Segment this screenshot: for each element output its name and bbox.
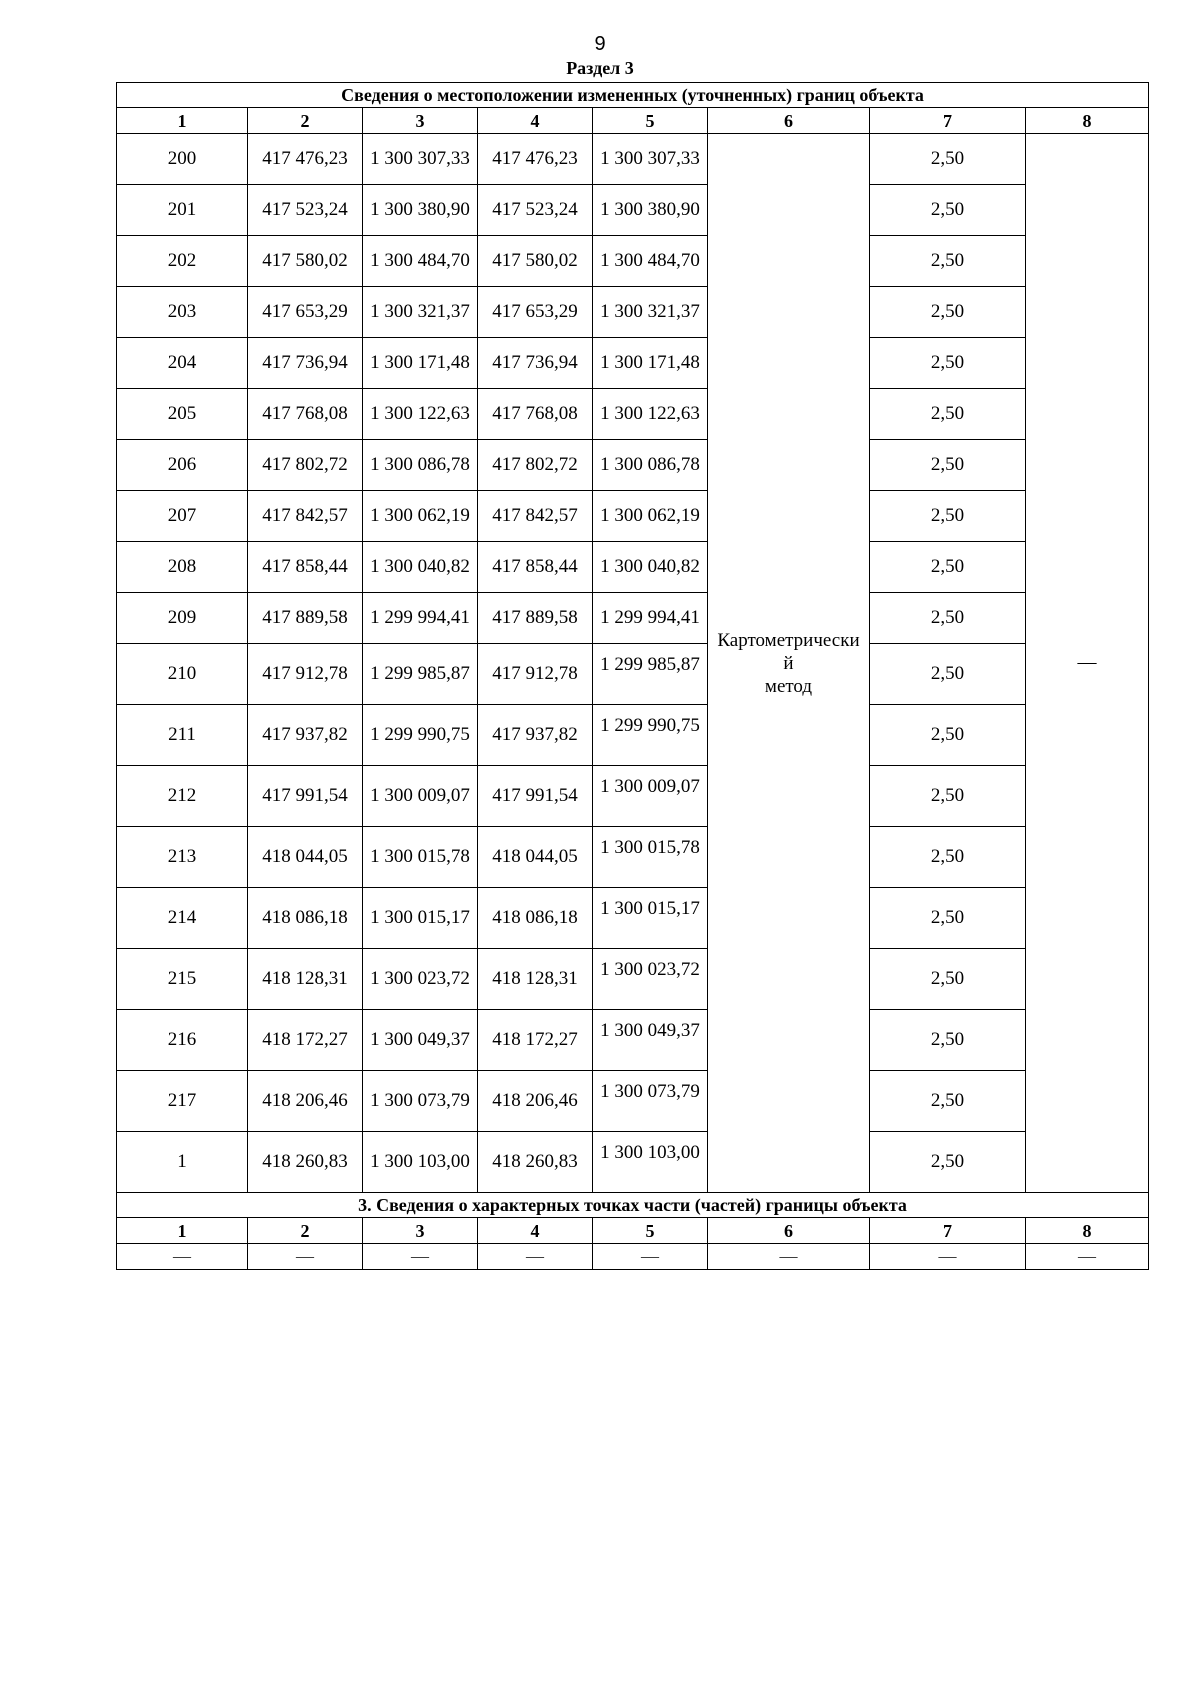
coordinate-cell: 1 300 023,72	[363, 949, 478, 1010]
coordinate-cell: 418 260,83	[478, 1132, 593, 1193]
coordinate-cell: 1 300 073,79	[363, 1071, 478, 1132]
table-row	[117, 593, 1149, 644]
table-row	[117, 888, 1149, 949]
coordinate-cell: 417 937,82	[248, 705, 363, 766]
coordinate-cell: 417 653,29	[478, 287, 593, 338]
coordinate-cell: 1 300 171,48	[593, 338, 708, 389]
coordinate-cell: 1 299 990,75	[363, 705, 478, 766]
column-numbers-row	[117, 108, 1149, 134]
column-number-header: 4	[478, 108, 593, 134]
column-number-header: 1	[117, 108, 248, 134]
method-cell	[708, 134, 870, 1193]
coordinate-cell: 1 299 985,87	[593, 644, 708, 705]
coordinate-cell: 418 206,46	[478, 1071, 593, 1132]
coordinate-cell: 1 300 073,79	[593, 1071, 708, 1132]
column-number-header: 1	[117, 1218, 248, 1244]
coordinate-cell: 418 044,05	[478, 827, 593, 888]
coordinate-cell: 1 300 062,19	[593, 491, 708, 542]
accuracy-cell: 2,50	[870, 338, 1026, 389]
accuracy-cell: 2,50	[870, 542, 1026, 593]
accuracy-cell: 2,50	[870, 1010, 1026, 1071]
coordinate-cell: 1 300 049,37	[363, 1010, 478, 1071]
accuracy-cell: 2,50	[870, 440, 1026, 491]
coordinate-cell: 417 858,44	[248, 542, 363, 593]
coordinate-cell: 1 300 009,07	[363, 766, 478, 827]
method-line: Картометрически	[717, 629, 860, 651]
coordinate-cell: 418 206,46	[248, 1071, 363, 1132]
coordinate-cell: 1 299 990,75	[593, 705, 708, 766]
column-number-header: 3	[363, 108, 478, 134]
coordinate-cell: 418 128,31	[248, 949, 363, 1010]
coordinate-cell: 418 044,05	[248, 827, 363, 888]
column-number-header: 7	[870, 108, 1026, 134]
coordinate-cell: 417 653,29	[248, 287, 363, 338]
coordinate-cell: 417 912,78	[248, 644, 363, 705]
table-row	[117, 287, 1149, 338]
table-row	[117, 542, 1149, 593]
column8-cell: —	[1026, 134, 1149, 1193]
coordinate-cell: 1 300 484,70	[363, 236, 478, 287]
coordinate-cell: 418 260,83	[248, 1132, 363, 1193]
point-number-cell: 213	[117, 827, 248, 888]
table-row	[117, 236, 1149, 287]
empty-cell: —	[708, 1244, 870, 1270]
point-number-cell: 210	[117, 644, 248, 705]
coordinate-cell: 418 086,18	[478, 888, 593, 949]
point-number-cell: 209	[117, 593, 248, 644]
coordinate-cell: 417 991,54	[478, 766, 593, 827]
coordinate-cell: 417 768,08	[248, 389, 363, 440]
column-number-header: 5	[593, 108, 708, 134]
coordinate-cell: 417 476,23	[248, 134, 363, 185]
empty-cell: —	[593, 1244, 708, 1270]
column-number-header: 6	[708, 108, 870, 134]
coordinate-cell: 417 802,72	[248, 440, 363, 491]
subsection-title: 3. Сведения о характерных точках части (частей) границы объекта	[117, 1193, 1149, 1218]
coordinate-cell: 1 300 103,00	[363, 1132, 478, 1193]
coordinate-cell: 1 300 380,90	[363, 185, 478, 236]
coordinate-cell: 1 300 122,63	[363, 389, 478, 440]
accuracy-cell: 2,50	[870, 644, 1026, 705]
coordinate-cell: 1 299 985,87	[363, 644, 478, 705]
page-number: 9	[594, 33, 606, 55]
coordinate-cell: 417 736,94	[478, 338, 593, 389]
point-number-cell: 216	[117, 1010, 248, 1071]
point-number-cell: 201	[117, 185, 248, 236]
table-row	[117, 1071, 1149, 1132]
point-number-cell: 203	[117, 287, 248, 338]
coordinate-cell: 418 172,27	[478, 1010, 593, 1071]
column-number-header: 4	[478, 1218, 593, 1244]
empty-cell: —	[870, 1244, 1026, 1270]
table-row	[117, 185, 1149, 236]
table-row	[117, 766, 1149, 827]
coordinate-cell: 417 912,78	[478, 644, 593, 705]
coordinate-cell: 1 300 015,17	[593, 888, 708, 949]
coordinate-cell: 1 300 015,78	[363, 827, 478, 888]
accuracy-cell: 2,50	[870, 827, 1026, 888]
table-row	[117, 1010, 1149, 1071]
accuracy-cell: 2,50	[870, 949, 1026, 1010]
table-row	[117, 389, 1149, 440]
coordinate-cell: 1 300 307,33	[363, 134, 478, 185]
accuracy-cell: 2,50	[870, 1071, 1026, 1132]
method-line: метод	[764, 675, 813, 697]
coordinate-cell: 417 736,94	[248, 338, 363, 389]
coordinate-cell: 417 476,23	[478, 134, 593, 185]
coordinate-cell: 1 299 994,41	[363, 593, 478, 644]
subsection-column-numbers-row	[117, 1218, 1149, 1244]
table-title: Сведения о местоположении измененных (уточненных) границ объекта	[117, 83, 1149, 108]
column-number-header: 7	[870, 1218, 1026, 1244]
point-number-cell: 212	[117, 766, 248, 827]
coordinate-cell: 1 300 321,37	[363, 287, 478, 338]
point-number-cell: 206	[117, 440, 248, 491]
table-row	[117, 1132, 1149, 1193]
coordinate-cell: 1 300 086,78	[363, 440, 478, 491]
coordinate-cell: 418 128,31	[478, 949, 593, 1010]
coordinate-cell: 1 300 484,70	[593, 236, 708, 287]
accuracy-cell: 2,50	[870, 185, 1026, 236]
point-number-cell: 214	[117, 888, 248, 949]
coordinate-cell: 417 580,02	[478, 236, 593, 287]
coordinate-cell: 1 300 009,07	[593, 766, 708, 827]
coordinate-cell: 1 300 103,00	[593, 1132, 708, 1193]
section-title: Раздел 3	[566, 58, 634, 78]
coordinate-cell: 1 300 049,37	[593, 1010, 708, 1071]
point-number-cell: 204	[117, 338, 248, 389]
column-number-header: 8	[1026, 1218, 1149, 1244]
coordinate-cell: 1 299 994,41	[593, 593, 708, 644]
coordinate-cell: 417 802,72	[478, 440, 593, 491]
coordinate-cell: 417 580,02	[248, 236, 363, 287]
coordinate-cell: 417 523,24	[478, 185, 593, 236]
coordinate-cell: 1 300 122,63	[593, 389, 708, 440]
table-row	[117, 491, 1149, 542]
coordinate-cell: 1 300 086,78	[593, 440, 708, 491]
point-number-cell: 207	[117, 491, 248, 542]
coordinate-cell: 417 858,44	[478, 542, 593, 593]
empty-cell: —	[117, 1244, 248, 1270]
table-row	[117, 827, 1149, 888]
point-number-cell: 217	[117, 1071, 248, 1132]
table-row	[117, 949, 1149, 1010]
coordinate-cell: 1 300 023,72	[593, 949, 708, 1010]
accuracy-cell: 2,50	[870, 593, 1026, 644]
coordinate-cell: 1 300 321,37	[593, 287, 708, 338]
column-number-header: 2	[248, 108, 363, 134]
coordinate-cell: 417 889,58	[478, 593, 593, 644]
accuracy-cell: 2,50	[870, 766, 1026, 827]
coordinate-cell: 1 300 040,82	[363, 542, 478, 593]
coordinate-cell: 1 300 062,19	[363, 491, 478, 542]
accuracy-cell: 2,50	[870, 888, 1026, 949]
subsection-empty-row	[117, 1244, 1149, 1270]
coordinate-cell: 1 300 015,78	[593, 827, 708, 888]
coordinate-cell: 417 937,82	[478, 705, 593, 766]
point-number-cell: 208	[117, 542, 248, 593]
coordinate-cell: 417 991,54	[248, 766, 363, 827]
column-number-header: 5	[593, 1218, 708, 1244]
coordinate-cell: 1 300 040,82	[593, 542, 708, 593]
point-number-cell: 200	[117, 134, 248, 185]
coordinate-cell: 418 086,18	[248, 888, 363, 949]
table-row	[117, 705, 1149, 766]
table-row	[117, 440, 1149, 491]
coordinate-cell: 417 842,57	[248, 491, 363, 542]
empty-cell: —	[478, 1244, 593, 1270]
coordinate-cell: 417 523,24	[248, 185, 363, 236]
coordinate-cell: 1 300 307,33	[593, 134, 708, 185]
coordinate-cell: 1 300 171,48	[363, 338, 478, 389]
accuracy-cell: 2,50	[870, 491, 1026, 542]
coordinate-cell: 1 300 380,90	[593, 185, 708, 236]
coordinate-cell: 418 172,27	[248, 1010, 363, 1071]
accuracy-cell: 2,50	[870, 134, 1026, 185]
boundary-table	[116, 82, 1149, 1270]
method-line: й	[783, 652, 794, 674]
coordinate-cell: 417 889,58	[248, 593, 363, 644]
table-row	[117, 134, 1149, 185]
coordinate-cell: 417 768,08	[478, 389, 593, 440]
empty-cell: —	[363, 1244, 478, 1270]
point-number-cell: 202	[117, 236, 248, 287]
accuracy-cell: 2,50	[870, 1132, 1026, 1193]
empty-cell: —	[248, 1244, 363, 1270]
column-number-header: 3	[363, 1218, 478, 1244]
accuracy-cell: 2,50	[870, 287, 1026, 338]
point-number-cell: 1	[117, 1132, 248, 1193]
accuracy-cell: 2,50	[870, 705, 1026, 766]
coordinate-cell: 1 300 015,17	[363, 888, 478, 949]
table-row	[117, 644, 1149, 705]
accuracy-cell: 2,50	[870, 236, 1026, 287]
table-row	[117, 338, 1149, 389]
column-number-header: 2	[248, 1218, 363, 1244]
point-number-cell: 215	[117, 949, 248, 1010]
column-number-header: 6	[708, 1218, 870, 1244]
point-number-cell: 205	[117, 389, 248, 440]
column-number-header: 8	[1026, 108, 1149, 134]
empty-cell: —	[1026, 1244, 1149, 1270]
coordinate-cell: 417 842,57	[478, 491, 593, 542]
point-number-cell: 211	[117, 705, 248, 766]
accuracy-cell: 2,50	[870, 389, 1026, 440]
